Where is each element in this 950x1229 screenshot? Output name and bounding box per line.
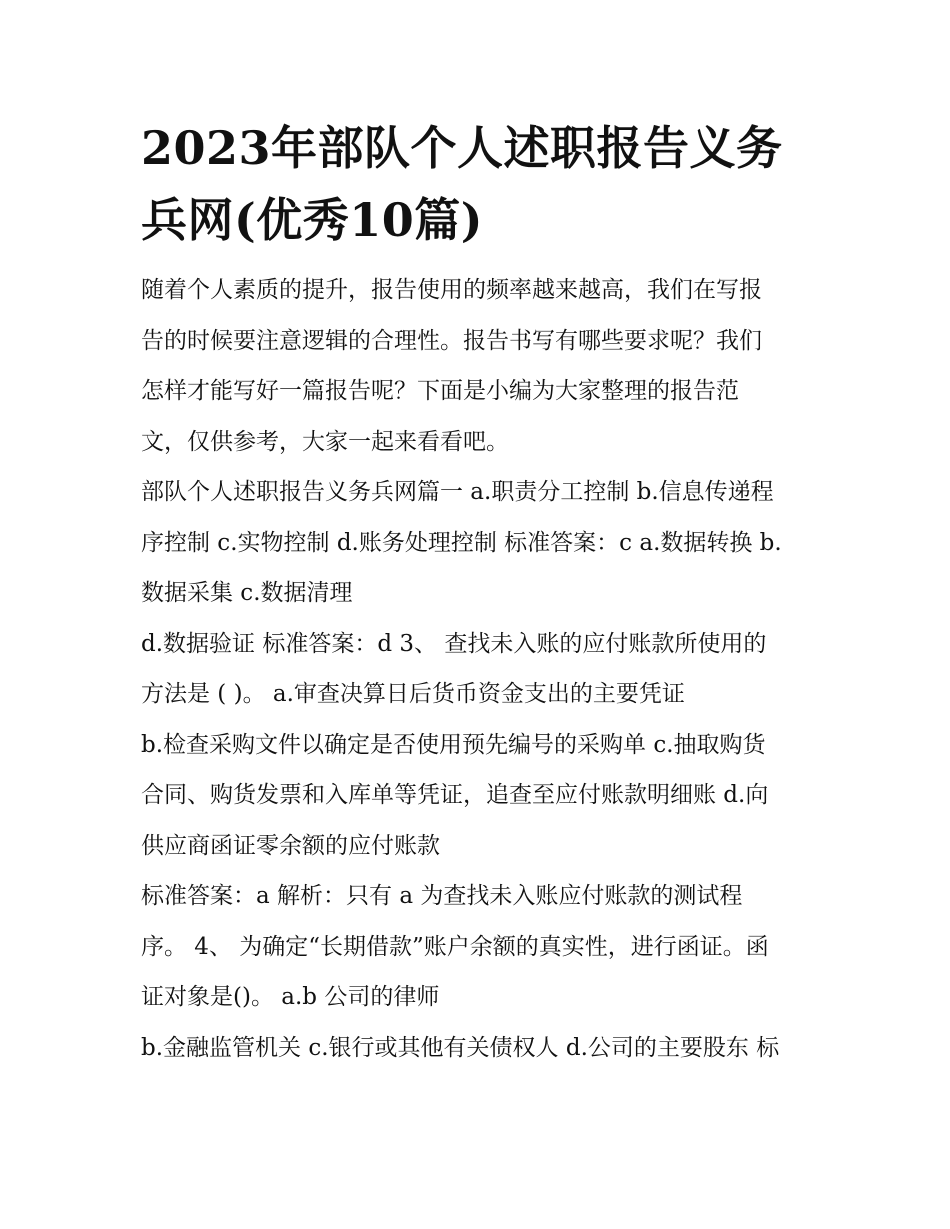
body-line: 合同、购货发票和入库单等凭证，追查至应付账款明细账 d.向 — [141, 782, 769, 808]
intro-line: 告的时候要注意逻辑的合理性。报告书写有哪些要求呢？我们 — [141, 327, 762, 354]
body-line: 序。 4、 为确定“长期借款”账户余额的真实性，进行函证。函 — [141, 933, 769, 960]
body-line: b.金融监管机关 c.银行或其他有关债权人 d.公司的主要股东 标 — [141, 1034, 780, 1061]
document-title — [141, 112, 813, 256]
body-line: 部队个人述职报告义务兵网篇一 a.职责分工控制 b.信息传递程 — [141, 479, 774, 505]
intro-line: 随着个人素质的提升，报告使用的频率越来越高，我们在写报 — [141, 277, 762, 303]
intro-paragraph — [141, 265, 813, 467]
body-line: 序控制 c.实物控制 d.账务处理控制 标准答案：c a.数据转换 b. — [141, 529, 782, 556]
body-line: 证对象是()。 a.b 公司的律师 — [141, 984, 440, 1010]
title-line: 2023年部队个人述职报告义务 — [141, 121, 783, 175]
body-line: 数据采集 c.数据清理 — [141, 580, 353, 606]
body-line: 方法是 ( )。 a.审查决算日后货币资金支出的主要凭证 — [141, 681, 685, 707]
intro-line: 怎样才能写好一篇报告呢？下面是小编为大家整理的报告范 — [141, 378, 739, 404]
body-line: d.数据验证 标准答案：d 3、 查找未入账的应付账款所使用的 — [141, 630, 767, 657]
body-line: b.检查采购文件以确定是否使用预先编号的采购单 c.抽取购货 — [141, 731, 766, 758]
intro-line: 文，仅供参考，大家一起来看看吧。 — [141, 428, 509, 455]
body-text — [141, 467, 813, 1073]
title-line: 兵网(优秀10篇) — [141, 193, 484, 247]
document-page — [141, 112, 813, 1073]
body-line: 标准答案：a 解析：只有 a 为查找未入账应付账款的测试程 — [141, 883, 743, 909]
body-line: 供应商函证零余额的应付账款 — [141, 832, 440, 859]
